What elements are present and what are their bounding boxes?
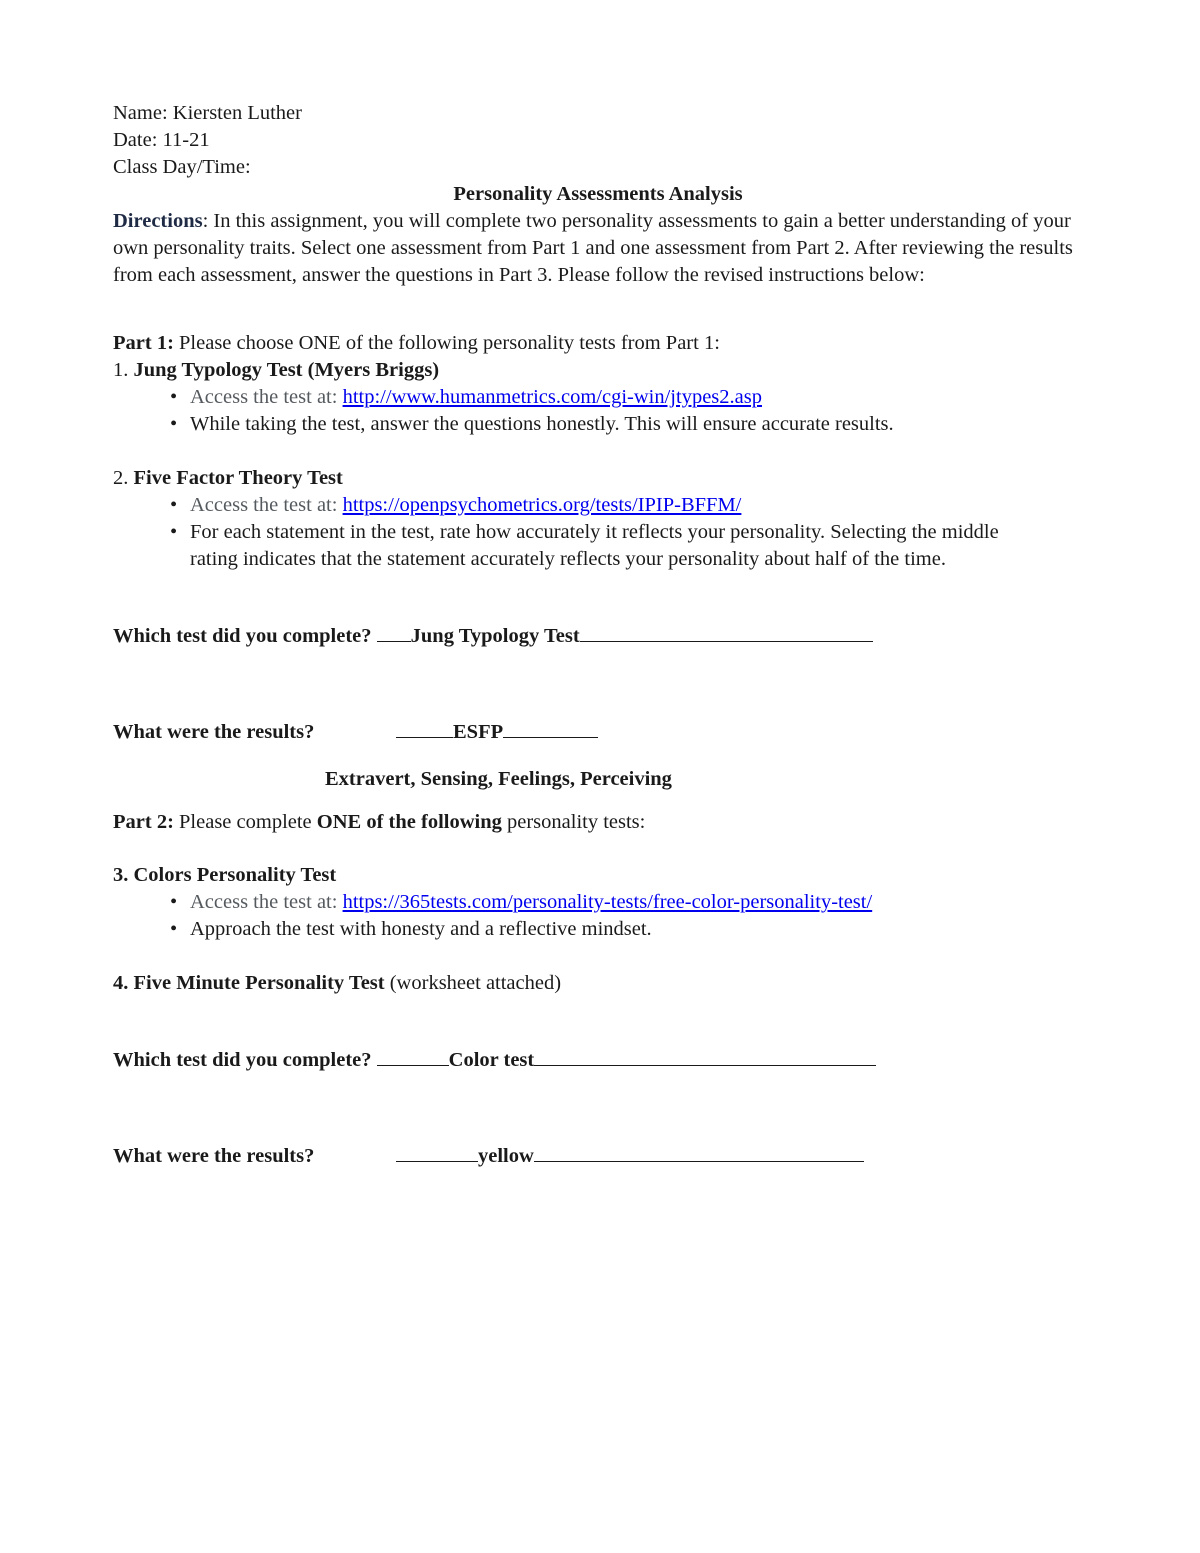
date-line: Date: 11-21 xyxy=(113,129,210,151)
part2-which-blank-right xyxy=(534,1045,876,1066)
directions-label: Directions xyxy=(113,210,203,232)
part2-which-answer[interactable]: Color test xyxy=(448,1048,535,1071)
test3-bullet-honesty: • Approach the test with honesty and a reflective mindset. xyxy=(170,916,1083,943)
part1-results-answer[interactable]: ESFP xyxy=(453,720,504,743)
part2-which-blank-left xyxy=(377,1045,449,1066)
test3-heading: 3. Colors Personality Test xyxy=(113,864,337,886)
part2-which-test-row xyxy=(113,1045,1083,1074)
class-time-line: Class Day/Time: xyxy=(113,156,251,178)
part2-results-blank-left xyxy=(396,1141,478,1162)
test3-access-prefix: Access the test at: xyxy=(190,891,343,913)
part1-intro xyxy=(113,330,1083,357)
directions-paragraph xyxy=(113,208,1083,289)
document-page xyxy=(113,100,1083,1190)
part1-results-blank-right xyxy=(503,717,598,738)
part2-results-row xyxy=(113,1141,1083,1170)
part1-results-row xyxy=(113,717,1083,746)
part1-which-question: Which test did you complete? xyxy=(113,624,372,647)
directions-text: : In this assignment, you will complete two personality assessments to gain a better understanding of your own personality traits. Select one assessment from Part 1 and one assessment from Part 2. After reviewing the results from each assessment, answer the questions in Part 3. Please follow the revised instructions below: xyxy=(113,210,1073,286)
part2-text-bold: ONE of the following xyxy=(316,811,502,833)
test2-name: Five Factor Theory Test xyxy=(133,467,343,489)
name-line: Name: Kiersten Luther xyxy=(113,102,302,124)
test1-bullets xyxy=(113,384,1083,438)
part2-which-question: Which test did you complete? xyxy=(113,1048,372,1071)
part2-results-answer[interactable]: yellow xyxy=(478,1144,534,1167)
test2-link[interactable]: https://openpsychometrics.org/tests/IPIP-BFFM/ xyxy=(342,494,742,516)
test1-bullet-honesty: • While taking the test, answer the questions honestly. This will ensure accurate results. xyxy=(170,411,1083,438)
test4-heading xyxy=(113,970,1083,997)
part1-text: Please choose ONE of the following personality tests from Part 1: xyxy=(173,332,720,354)
part2-text-after: personality tests: xyxy=(501,811,646,833)
test4-name: 4. Five Minute Personality Test xyxy=(113,972,385,994)
test1-bullet-access xyxy=(170,384,1083,411)
test2-access-prefix: Access the test at: xyxy=(190,494,343,516)
part1-results-detail: Extravert, Sensing, Feelings, Perceiving xyxy=(325,768,672,790)
test3-link[interactable]: https://365tests.com/personality-tests/free-color-personality-test/ xyxy=(342,891,873,913)
part1-results-question: What were the results? xyxy=(113,720,315,743)
test1-access-prefix: Access the test at: xyxy=(190,386,343,408)
test2-number: 2. xyxy=(113,467,134,489)
part1-which-answer[interactable]: Jung Typology Test xyxy=(410,624,580,647)
part1-which-blank-left xyxy=(377,621,411,642)
part2-results-blank-right xyxy=(534,1141,864,1162)
test1-number: 1. xyxy=(113,359,134,381)
test3-bullet-access xyxy=(170,889,1083,916)
part1-which-blank-right xyxy=(580,621,873,642)
test2-bullet-rating: • For each statement in the test, rate how accurately it reflects your personality. Selecting the middle rating indicates that the statement accurately reflects your personality about half of the time. xyxy=(170,519,1083,573)
part2-intro xyxy=(113,809,1083,836)
test3-bullets xyxy=(113,889,1083,943)
part1-results-blank-left xyxy=(396,717,453,738)
test1-link[interactable]: http://www.humanmetrics.com/cgi-win/jtypes2.asp xyxy=(342,386,762,408)
part1-which-test-row xyxy=(113,621,1083,650)
document-title: Personality Assessments Analysis xyxy=(453,183,743,205)
test1-name: Jung Typology Test (Myers Briggs) xyxy=(133,359,440,381)
part2-text-before: Please complete xyxy=(173,811,317,833)
part2-results-question: What were the results? xyxy=(113,1144,315,1167)
test2-heading xyxy=(113,465,1083,492)
test4-note: (worksheet attached) xyxy=(384,972,562,994)
part1-label: Part 1: xyxy=(113,332,174,354)
part2-label: Part 2: xyxy=(113,811,174,833)
test2-bullets xyxy=(113,492,1083,573)
test2-bullet-access xyxy=(170,492,1083,519)
test1-heading xyxy=(113,357,1083,384)
